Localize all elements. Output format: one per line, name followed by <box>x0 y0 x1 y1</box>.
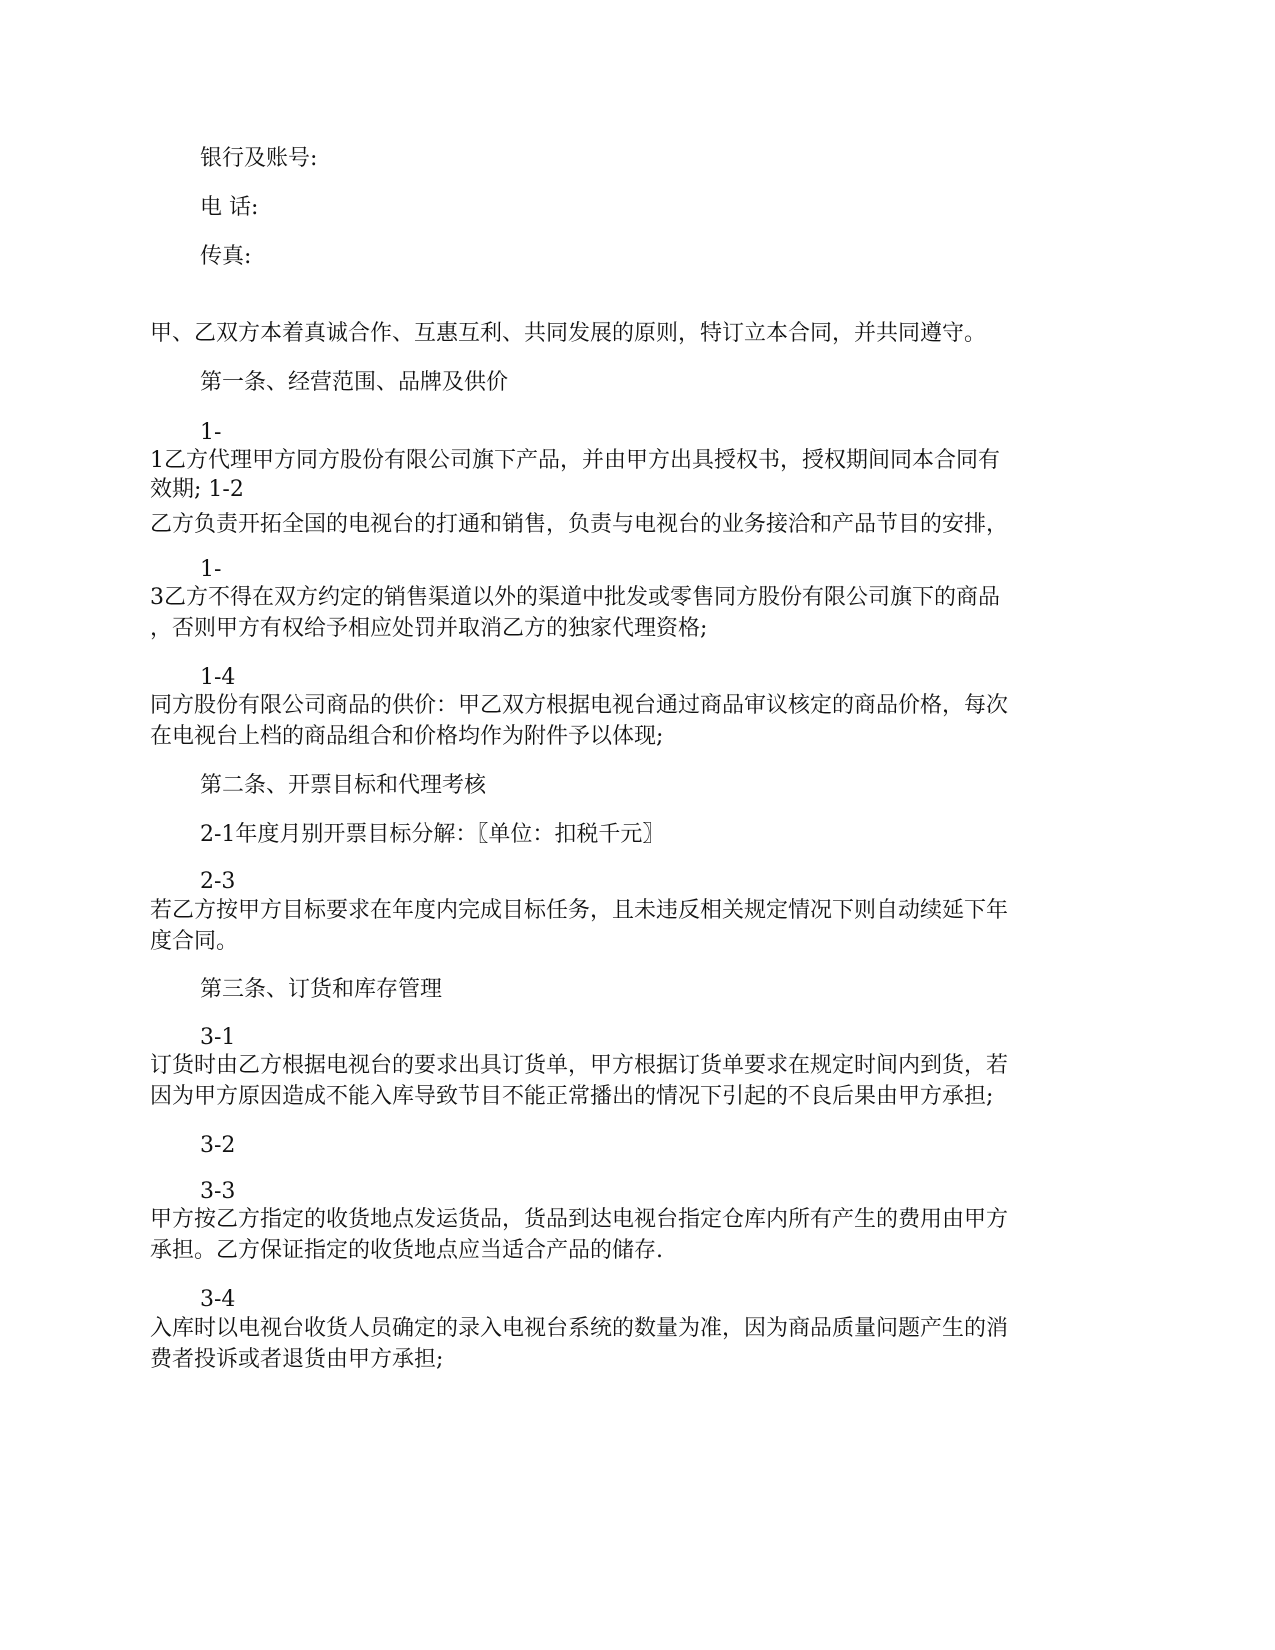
clause-text-line: 在电视台上档的商品组合和价格均作为附件予以体现; <box>150 724 664 749</box>
clause-number: 3-1 <box>200 1025 236 1050</box>
clause-text-line: ，否则甲方有权给予相应处罚并取消乙方的独家代理资格; <box>150 616 708 641</box>
clause-text-line: 入库时以电视台收货人员确定的录入电视台系统的数量为准，因为商品质量问题产生的消 <box>150 1316 1009 1341</box>
clause-text-line: 甲方按乙方指定的收货地点发运货品，货品到达电视台指定仓库内所有产生的费用由甲方 <box>150 1207 1009 1232</box>
clause-text-line: 因为甲方原因造成不能入库导致节目不能正常播出的情况下引起的不良后果由甲方承担; <box>150 1084 994 1109</box>
phone-field: 电 话: <box>200 195 259 220</box>
clause-text-line: 同方股份有限公司商品的供价：甲乙双方根据电视台通过商品审议核定的商品价格，每次 <box>150 693 1009 718</box>
clause-text-line: 1乙方代理甲方同方股份有限公司旗下产品，并由甲方出具授权书，授权期间同本合同有 <box>150 448 1000 473</box>
clause-text-line: 费者投诉或者退货由甲方承担; <box>150 1347 444 1372</box>
clause-number: 1- <box>200 557 222 582</box>
clause-number: 3-4 <box>200 1287 236 1312</box>
clause-text-line: 订货时由乙方根据电视台的要求出具订货单，甲方根据订货单要求在规定时间内到货，若 <box>150 1053 1009 1078</box>
preamble-paragraph: 甲、乙双方本着真诚合作、互惠互利、共同发展的原则，特订立本合同，并共同遵守。 <box>150 321 987 346</box>
clause-text-line: 承担。乙方保证指定的收货地点应当适合产品的储存. <box>150 1238 663 1263</box>
fax-field: 传真: <box>200 244 252 269</box>
clause-number: 1- <box>200 420 222 445</box>
clause-text-line: 2-1年度月别开票目标分解：〖单位：扣税千元〗 <box>200 822 665 847</box>
article-1-heading: 第一条、经营范围、品牌及供价 <box>200 370 509 395</box>
article-3-heading: 第三条、订货和库存管理 <box>200 977 443 1002</box>
clause-text-line: 效期; 1-2 <box>150 477 244 502</box>
clause-number: 3-3 <box>200 1179 236 1204</box>
clause-text-line: 乙方负责开拓全国的电视台的打通和销售，负责与电视台的业务接洽和产品节目的安排， <box>150 512 1009 537</box>
article-2-heading: 第二条、开票目标和代理考核 <box>200 773 487 798</box>
clause-number: 3-2 <box>200 1133 236 1158</box>
clause-number: 1-4 <box>200 665 236 690</box>
clause-number: 2-3 <box>200 869 236 894</box>
clause-text-line: 度合同。 <box>150 929 239 954</box>
clause-text-line: 3乙方不得在双方约定的销售渠道以外的渠道中批发或零售同方股份有限公司旗下的商品 <box>150 585 1000 610</box>
clause-text-line: 若乙方按甲方目标要求在年度内完成目标任务，且未违反相关规定情况下则自动续延下年 <box>150 898 1009 923</box>
bank-account-field: 银行及账号: <box>200 146 318 171</box>
